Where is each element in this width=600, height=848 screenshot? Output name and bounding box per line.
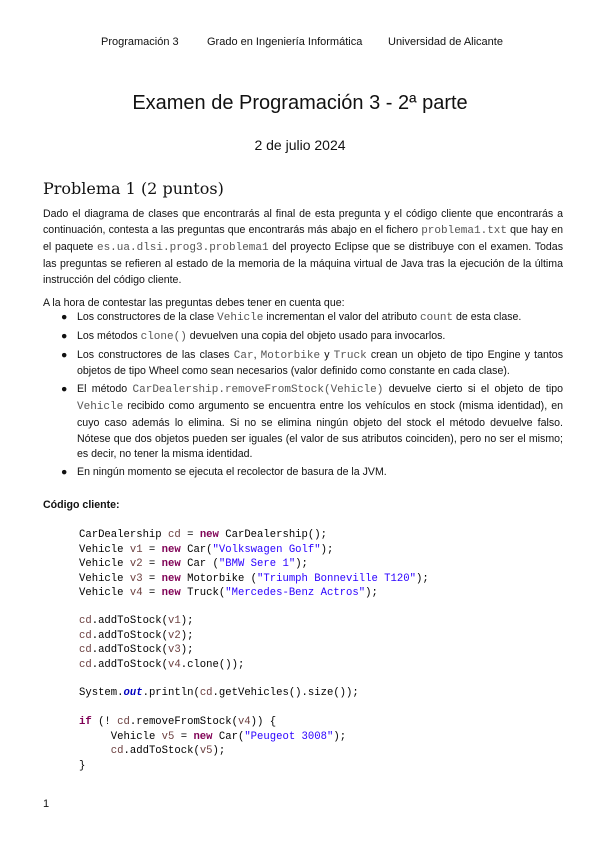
file-name: problema1.txt xyxy=(421,225,508,237)
header-course: Programación 3 xyxy=(101,36,179,48)
lead-text: A la hora de contestar las preguntas debes tener en cuenta que: xyxy=(43,297,345,309)
list-item: ● Los constructores de las clases Car, Motorbike y Truck crean un objeto de tipo Engine y tantos objetos de tipo Wheel como sean necesarios (valor definido como constante en cada clase). xyxy=(61,348,563,378)
code-block-println: System.out.println(cd.getVehicles().size()); xyxy=(79,687,359,699)
exam-title: Examen de Programación 3 - 2ª parte xyxy=(132,92,468,114)
problem-heading: Problema 1 (2 puntos) xyxy=(43,179,224,198)
exam-date: 2 de julio 2024 xyxy=(254,137,346,153)
list-item: ● Los constructores de la clase Vehicle incrementan el valor del atributo count de esta clase. xyxy=(61,311,522,324)
list-item: ● Los métodos clone() devuelven una copia del objeto usado para invocarlos. xyxy=(61,329,446,343)
bullet-icon: ● xyxy=(61,348,68,361)
list-item: ● El método CarDealership.removeFromStock(Vehicle) devuelve cierto si el objeto de tipo Vehicle recibido como argumento se encuentra entre los vehículos en stock (misma identidad), en cuyo caso además lo elimina. Si no se elimina ningún objeto del stock el método devuelve falso. Nótese que dos objetos pueden ser iguales (el valor de sus atributos coinciden), pero no ser el mismo; es decir, no tener la misma identidad. xyxy=(61,383,563,461)
considerations-list xyxy=(55,310,563,483)
list-item: ● En ningún momento se ejecuta el recolector de basura de la JVM. xyxy=(55,465,563,481)
bullet-icon: ● xyxy=(61,383,68,396)
page-number: 1 xyxy=(43,798,50,810)
code-block-if: if (! cd.removeFromStock(v4)) { Vehicle v5 = new Car("Peugeot 3008"); cd.addToStock(v5); } xyxy=(79,716,347,772)
bullet-icon: ● xyxy=(61,311,68,323)
bullet-icon: ● xyxy=(61,466,68,479)
bullet-icon: ● xyxy=(61,329,68,342)
header-degree: Grado en Ingeniería Informática xyxy=(207,36,363,48)
code-block-declarations: CarDealership cd = new CarDealership(); Vehicle v1 = new Car("Volkswagen Golf"); Vehicle v2 = new Car ("BMW Sere 1"); Vehicle v3 = new Motorbike ("Triumph Bonneville T120"); Vehicle v4 = new Truck("Mercedes-Benz Actros"); xyxy=(79,529,429,599)
intro-paragraph: Dado el diagrama de clases que encontrarás al final de esta pregunta y el código cliente que encontrarás a continuación, contesta a las preguntas que encontrarás más abajo en el fichero problema1.txt que hay en el paquete es.ua.dlsi.prog3.problema1 del proyecto Eclipse que se distribuye con el examen. Todas las preguntas se refieren al estado de la memoria de la máquina virtual de Java tras la ejecución de la última instrucción del código cliente. xyxy=(43,208,563,286)
header-university: Universidad de Alicante xyxy=(388,36,503,48)
package-name: es.ua.dlsi.prog3.problema1 xyxy=(96,242,269,254)
code-heading: Código cliente: xyxy=(43,499,120,511)
code-block-addtostock: cd.addToStock(v1); cd.addToStock(v2); cd.addToStock(v3); cd.addToStock(v4.clone()); xyxy=(79,615,245,671)
